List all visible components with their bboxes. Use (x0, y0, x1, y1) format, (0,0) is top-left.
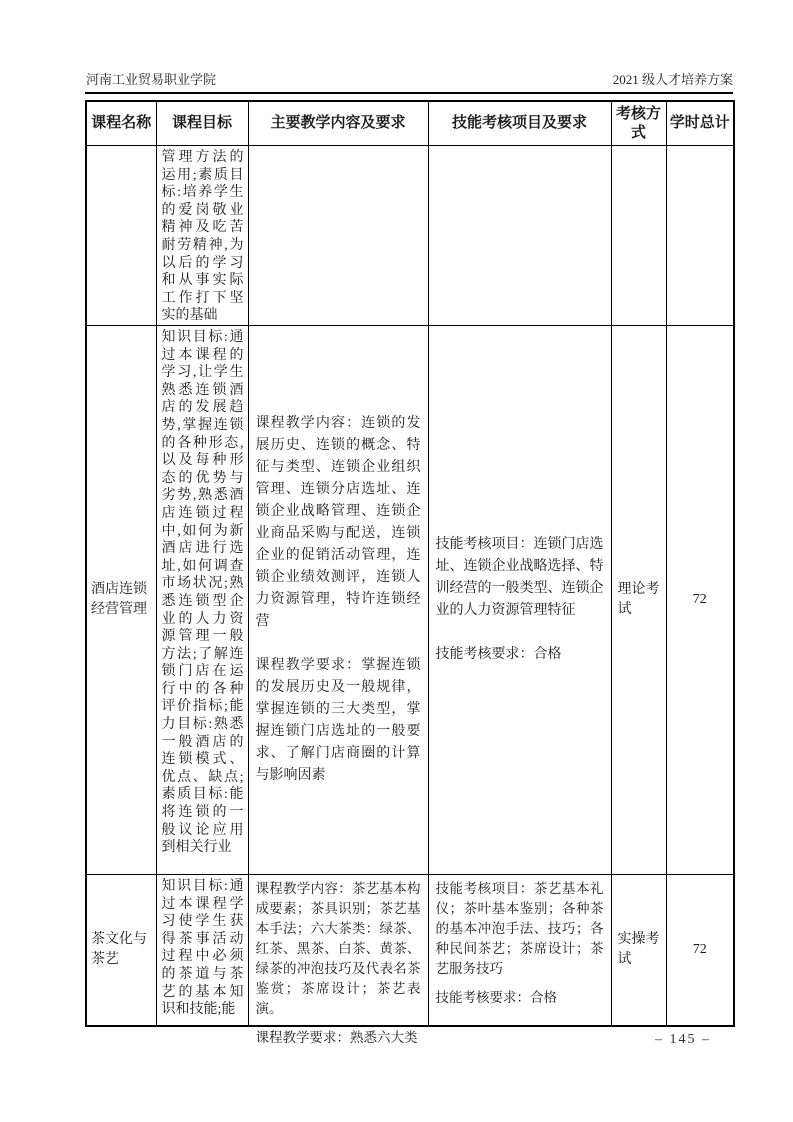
skill-assessment-text: 技能考核项目：连锁门店选址、连锁企业战略选择、特训经营的一般类型、连锁企业的人力资源管理特征 (435, 537, 604, 618)
skill-assessment-text: 技能考核项目：茶艺基本礼仪；茶叶基本鉴别；各种茶的基本冲泡手法、技巧；各种民间茶艺；茶席设计；茶艺服务技巧 (435, 881, 604, 976)
objectives-text: 知识目标:通过本课程学习使学生获得茶事活动过程中必须的茶道与茶艺的基本知识和技能;能 (161, 879, 244, 1018)
teaching-requirement-text: 课程教学要求：熟悉六大类 (255, 1030, 418, 1045)
cell-content (248, 326, 428, 875)
table-row (86, 326, 734, 875)
cell-content (248, 146, 428, 326)
header-rule (85, 92, 733, 94)
cell-method (611, 146, 666, 326)
cell-method (611, 875, 666, 1027)
cell-hours: 72 (666, 875, 734, 1027)
cell-hours (666, 146, 734, 326)
cell-course-name (86, 146, 156, 326)
cell-course-name: 酒店连锁经营管理 (86, 326, 156, 875)
cell-objectives (156, 146, 248, 326)
method-text: 理论考试 (617, 582, 660, 617)
header-plan-title: 2021 级人才培养方案 (612, 72, 733, 87)
cell-hours: 72 (666, 326, 734, 875)
col-header-assessment: 技能考核项目及要求 (428, 101, 611, 146)
page-number: – 145 – (655, 1032, 711, 1047)
cell-method (611, 326, 666, 875)
table-row (86, 146, 734, 326)
objectives-text: 管理方法的运用;素质目标:培养学生的爱岗敬业精神及吃苦耐劳精神,为以后的学习和从事实际工作打下坚实的基础 (161, 150, 244, 324)
col-header-objectives: 课程目标 (156, 101, 248, 146)
method-text: 实操考试 (617, 932, 660, 967)
cell-course-name: 茶文化与茶艺 (86, 875, 156, 1027)
objectives-text: 知识目标:通过本课程的学习,让学生熟悉连锁酒店的发展趋势,掌握连锁的各种形态,以及每种形态的优势与劣势,熟悉酒店连锁过程中,如何为新酒店进行选址,如何调查市场状况;熟悉连锁型企业的人力资源管理一般方法;了解连锁门店在运行中的各种评价指标;能力目标:熟悉一般酒店的连锁模式、优点、缺点;素质目标:能将连锁的一般议论应用到相关行业 (161, 330, 244, 856)
teaching-content-text: 课程教学内容：连锁的发展历史、连锁的概念、特征与类型、连锁企业组织管理、连锁分店选址、连锁企业战略管理、连锁企业商品采购与配送，连锁企业的促销活动管理，连锁企业绩效测评，连锁人力资源管理，特许连锁经营 (255, 416, 421, 629)
cell-objectives (156, 326, 248, 875)
cell-objectives (156, 875, 248, 1027)
cell-content (248, 875, 428, 1045)
col-header-content: 主要教学内容及要求 (248, 101, 428, 146)
table-header-row (86, 101, 734, 146)
col-header-method: 考核方式 (611, 101, 666, 146)
cell-assessment (428, 146, 611, 326)
cell-assessment (428, 875, 611, 1027)
teaching-requirement-text: 课程教学要求：掌握连锁的发展历史及一般规律，掌握连锁的三大类型，掌握连锁门店选址的一般要求、了解门店商圈的计算与影响因素 (255, 658, 421, 783)
skill-requirement-text: 技能考核要求：合格 (435, 647, 562, 662)
teaching-content-text: 课程教学内容：茶艺基本构成要素；茶具识别；茶艺基本手法；六大茶类：绿茶、红茶、黑茶、白茶、黄茶、绿茶的冲泡技巧及代表名茶鉴赏；茶席设计；茶艺表演。 (255, 881, 421, 1016)
header-school-name: 河南工业贸易职业学院 (86, 72, 217, 87)
page-header (86, 71, 733, 89)
cell-assessment (428, 326, 611, 875)
col-header-course-name: 课程名称 (86, 101, 156, 146)
skill-requirement-text: 技能考核要求：合格 (435, 990, 557, 1005)
col-header-hours: 学时总计 (666, 101, 734, 146)
table-row (86, 875, 734, 1027)
